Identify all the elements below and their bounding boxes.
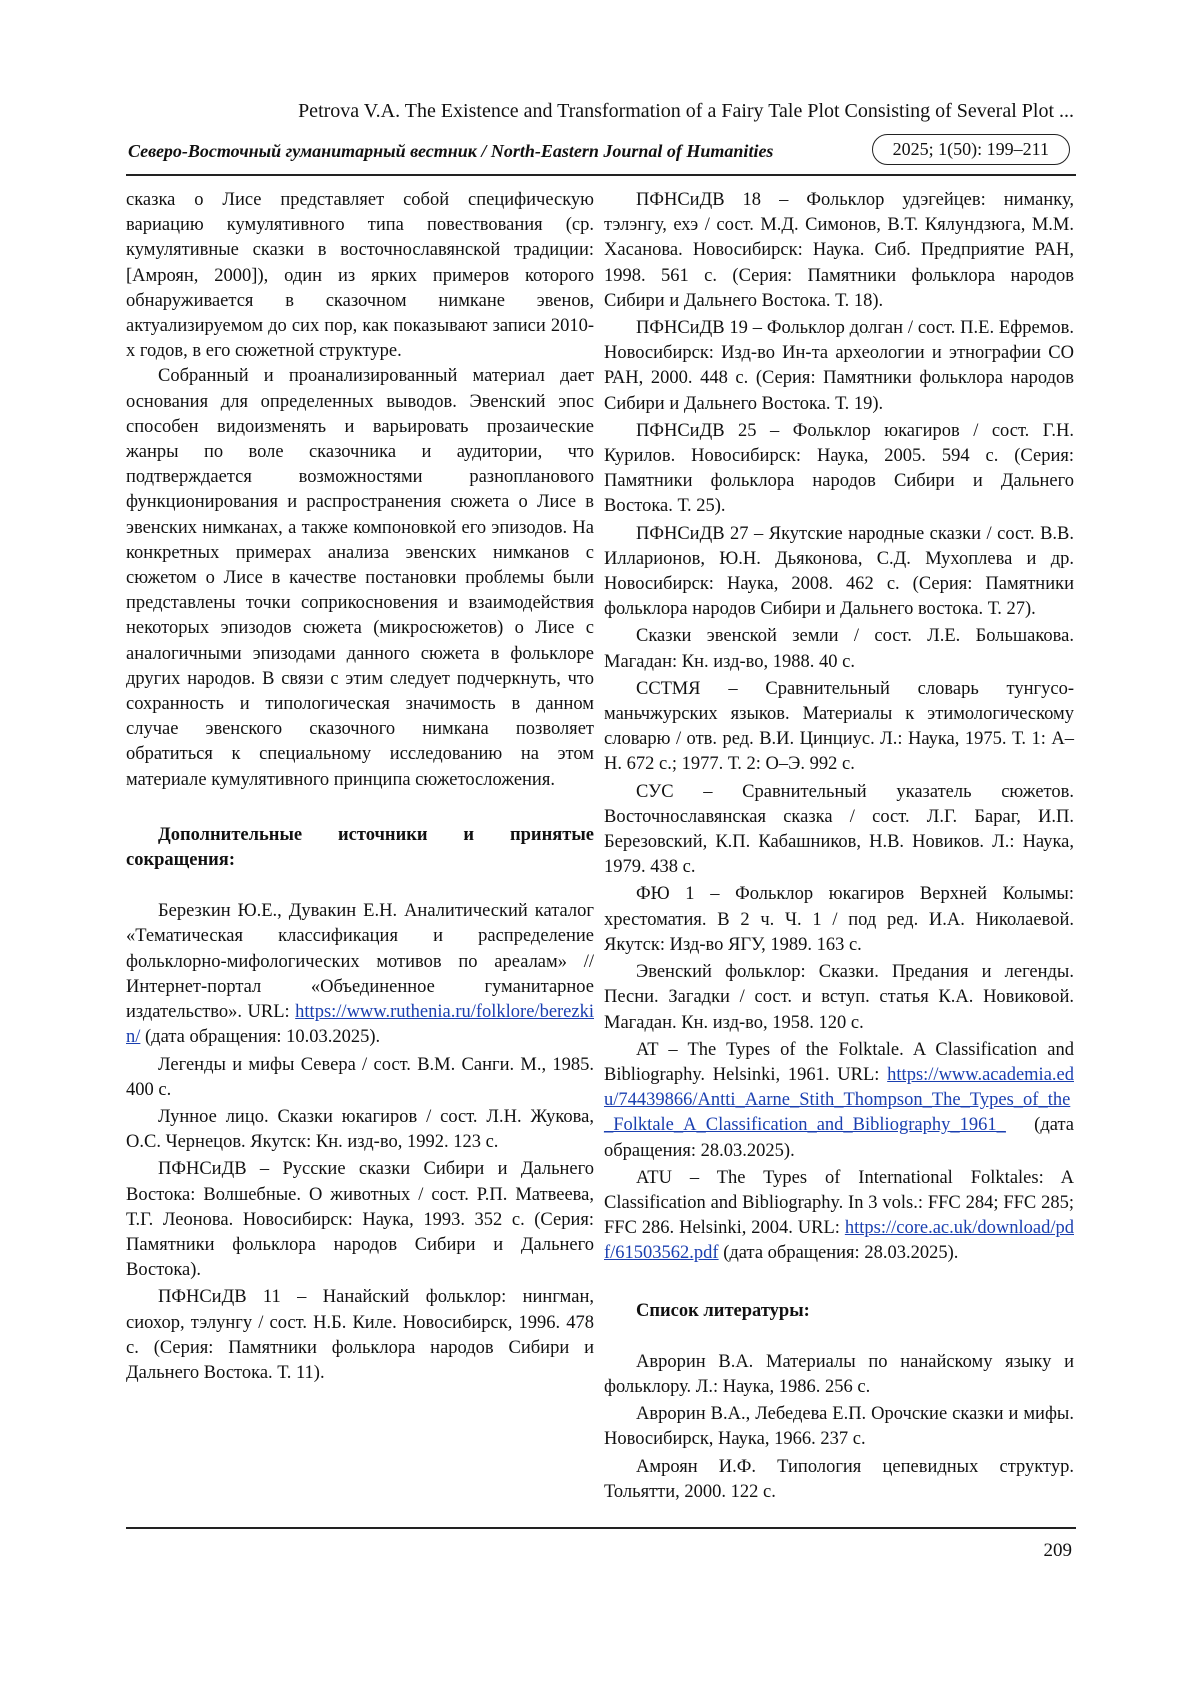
reference-entry <box>604 960 1074 1036</box>
reference-link[interactable]: https://www.ruthenia.ru/folklore/berezkin/ <box>126 1002 594 1048</box>
reference-entry <box>604 1038 1074 1164</box>
reference-text: ПФНСиДВ 27 – Якутские народные сказки / сост. В.В. Илларионов, Ю.Н. Дьяконова, С.Д. Мухоплева и др. Новосибирск: Наука, 2008. 462 с. (Серия: Памятники фольклора народов Сибири и Дальнего востока. Т. 27). <box>604 523 1074 620</box>
reference-entry <box>604 419 1074 520</box>
reference-text: ПФНСиДВ 18 – Фольклор удэгейцев: ниманку, тэлэнгу, ехэ / сост. М.Д. Симонов, В.Т. Кялундзюга, М.М. Хасанова. Новосибирск: Наука. Сиб. Предприятие РАН, 1998. 561 с. (Серия: Памятники фольклора народов Сибири и Дальнего Востока. Т. 18). <box>604 190 1074 311</box>
reference-text: СУС – Сравнительный указатель сюжетов. Восточнославянская сказка / сост. Л.Г. Бараг, И.П. Березовский, К.П. Кабашников, Н.В. Новиков. Л.: Наука, 1979. 438 с. <box>604 781 1074 878</box>
reference-text: ПФНСиДВ – Русские сказки Сибири и Дальнего Востока: Волшебные. О животных / сост. Р.П. Матвеева, Т.Г. Леонова. Новосибирск: Наука, 1993. 352 с. (Серия: Памятники фольклора народов Сибири и Дальнего Востока). <box>126 1159 594 1281</box>
sources-list <box>604 188 1074 1267</box>
reference-entry <box>604 677 1074 778</box>
reference-text: ПФНСиДВ 11 – Нанайский фольклор: нингман, сиохор, тэлунгу / сост. Н.Б. Киле. Новосибирск, 1996. 478 с. (Серия: Памятники фольклора народов Сибири и Дальнего Востока. Т. 11). <box>126 1287 594 1383</box>
reference-entry <box>604 1350 1074 1400</box>
left-column <box>126 188 594 1388</box>
reference-text: ФЮ 1 – Фольклор юкагиров Верхней Колымы: хрестоматия. В 2 ч. Ч. 1 / под ред. И.А. Николаевой. Якутск: Изд-во ЯГУ, 1989. 163 с. <box>604 884 1074 955</box>
reference-entry <box>604 1166 1074 1267</box>
reference-text: ПФНСиДВ 19 – Фольклор долган / сост. П.Е. Ефремов. Новосибирск: Изд-во Ин-та археологии и этнографии СО РАН, 2000. 448 с. (Серия: Памятники фольклора народов Сибири и Дальнего Востока. Т. 19). <box>604 318 1074 414</box>
page-number: 209 <box>1043 1540 1072 1561</box>
reference-entry <box>604 188 1074 314</box>
reference-entry <box>604 624 1074 674</box>
running-title: Petrova V.A. The Existence and Transformation of a Fairy Tale Plot Consisting of Several Plot ... <box>298 100 1074 122</box>
reference-entry <box>604 1402 1074 1452</box>
reference-entry <box>604 522 1074 623</box>
issue-badge: 2025; 1(50): 199–211 <box>872 134 1070 165</box>
journal-name: Северо-Восточный гуманитарный вестник / North-Eastern Journal of Humanities <box>128 141 774 161</box>
reference-entry <box>126 1053 594 1103</box>
reference-text: Сказки эвенской земли / сост. Л.Е. Большакова. Магадан: Кн. изд-во, 1988. 40 с. <box>604 626 1074 672</box>
reference-tail: (дата обращения: 28.03.2025). <box>604 1115 1074 1161</box>
reference-tail: (дата обращения: 28.03.2025). <box>718 1243 959 1264</box>
reference-text: ССТМЯ – Сравнительный словарь тунгусо-маньчжурских языков. Материалы к этимологическому словарю / отв. ред. В.И. Цинциус. Л.: Наука, 1975. Т. 1: А–Н. 672 с.; 1977. Т. 2: О–Э. 992 с. <box>604 678 1074 775</box>
reference-text: Березкин Ю.Е., Дувакин Е.Н. Аналитический каталог «Тематическая классификация и распределение фольклорно-мифологических мотивов по ареалам» // Интернет-портал «Объединенное гуманитарное издательство». URL: <box>126 901 594 1023</box>
body-paragraph: сказка о Лисе представляет собой специфическую вариацию кумулятивного типа повествования (ср. кумулятивные сказки в восточнославянской традиции: [Амроян, 2000]), один из ярких примеров которого обнаруживается в сказочном нимкане эвенов, актуализируемом до сих пор, как показывают записи 2010-х годов, в его сюжетной структуре. <box>126 190 594 362</box>
reference-text: Эвенский фольклор: Сказки. Предания и легенды. Песни. Загадки / сост. и вступ. статья К.А. Новиковой. Магадан. Кн. изд-во, 1958. 120 с. <box>604 962 1074 1033</box>
reference-text: Аврорин В.А. Материалы по нанайскому языку и фольклору. Л.: Наука, 1986. 256 с. <box>604 1351 1074 1397</box>
sources-list <box>126 899 594 1386</box>
reference-text: Аврорин В.А., Лебедева Е.П. Орочские сказки и мифы. Новосибирск, Наука, 1966. 237 с. <box>604 1404 1074 1450</box>
reference-link[interactable]: https://www.academia.edu/74439866/Antti_Aarne_Stith_Thompson_The_Types_of_the_Folktale_A_Classification_and_Bibliography_1961_ <box>604 1064 1074 1136</box>
literature-heading: Список литературы: <box>636 1300 810 1321</box>
reference-entry <box>126 1105 594 1155</box>
reference-entry <box>604 1455 1074 1505</box>
bottom-rule <box>126 1527 1076 1529</box>
reference-entry <box>604 316 1074 417</box>
reference-text: Амроян И.Ф. Типология цепевидных структур. Тольятти, 2000. 122 с. <box>604 1456 1074 1502</box>
reference-link[interactable]: https://core.ac.uk/download/pdf/61503562.pdf <box>604 1218 1074 1264</box>
reference-text: AT – The Types of the Folktale. A Classification and Bibliography. Helsinki, 1961. URL: <box>604 1039 1074 1085</box>
reference-entry <box>126 1285 594 1386</box>
literature-list <box>604 1350 1074 1505</box>
reference-entry <box>126 899 594 1050</box>
reference-text: ATU – The Types of International Folktales: A Classification and Bibliography. In 3 vols.: FFC 284; FFC 285; FFC 286. Helsinki, 2004. URL: <box>604 1167 1074 1239</box>
reference-entry <box>126 1157 594 1283</box>
journal-header-bar <box>126 134 1076 176</box>
reference-text: ПФНСиДВ 25 – Фольклор юкагиров / сост. Г.Н. Курилов. Новосибирск: Наука, 2005. 594 с. (Серия: Памятники фольклора народов Сибири и Дальнего Востока. Т. 25). <box>604 420 1074 517</box>
reference-text: Лунное лицо. Сказки юкагиров / сост. Л.Н. Жукова, О.С. Чернецов. Якутск: Кн. изд-во, 1992. 123 с. <box>126 1106 594 1153</box>
reference-tail: (дата обращения: 10.03.2025). <box>140 1027 381 1048</box>
sources-heading: Дополнительные источники и принятые сокращения: <box>126 824 594 871</box>
right-column <box>604 188 1074 1507</box>
reference-entry <box>604 882 1074 958</box>
reference-entry <box>604 780 1074 881</box>
body-paragraph: Собранный и проанализированный материал дает основания для определенных выводов. Эвенский эпос способен видоизменять и варьировать прозаические жанры по воле сказочника и аудитории, что подтверждается возможностями разнопланового функционирования и распространения сюжета о Лисе в эвенских нимканах, а также компоновкой его эпизодов. На конкретных примерах анализа эвенских нимканов с сюжетом о Лисе в качестве постановки проблемы были представлены точки соприкосновения и взаимодействия некоторых эпизодов сюжета (микросюжетов) о Лисе с аналогичными эпизодами данного сюжета в фольклоре других народов. В связи с этим следует подчеркнуть, что сохранность и типологическая значимость в данном случае эвенского сказочного нимкана позволяет обратиться к специальному исследованию на этом материале кумулятивного принципа сюжетосложения. <box>126 366 594 790</box>
reference-text: Легенды и мифы Севера / сост. В.М. Санги. М., 1985. 400 с. <box>126 1054 594 1100</box>
